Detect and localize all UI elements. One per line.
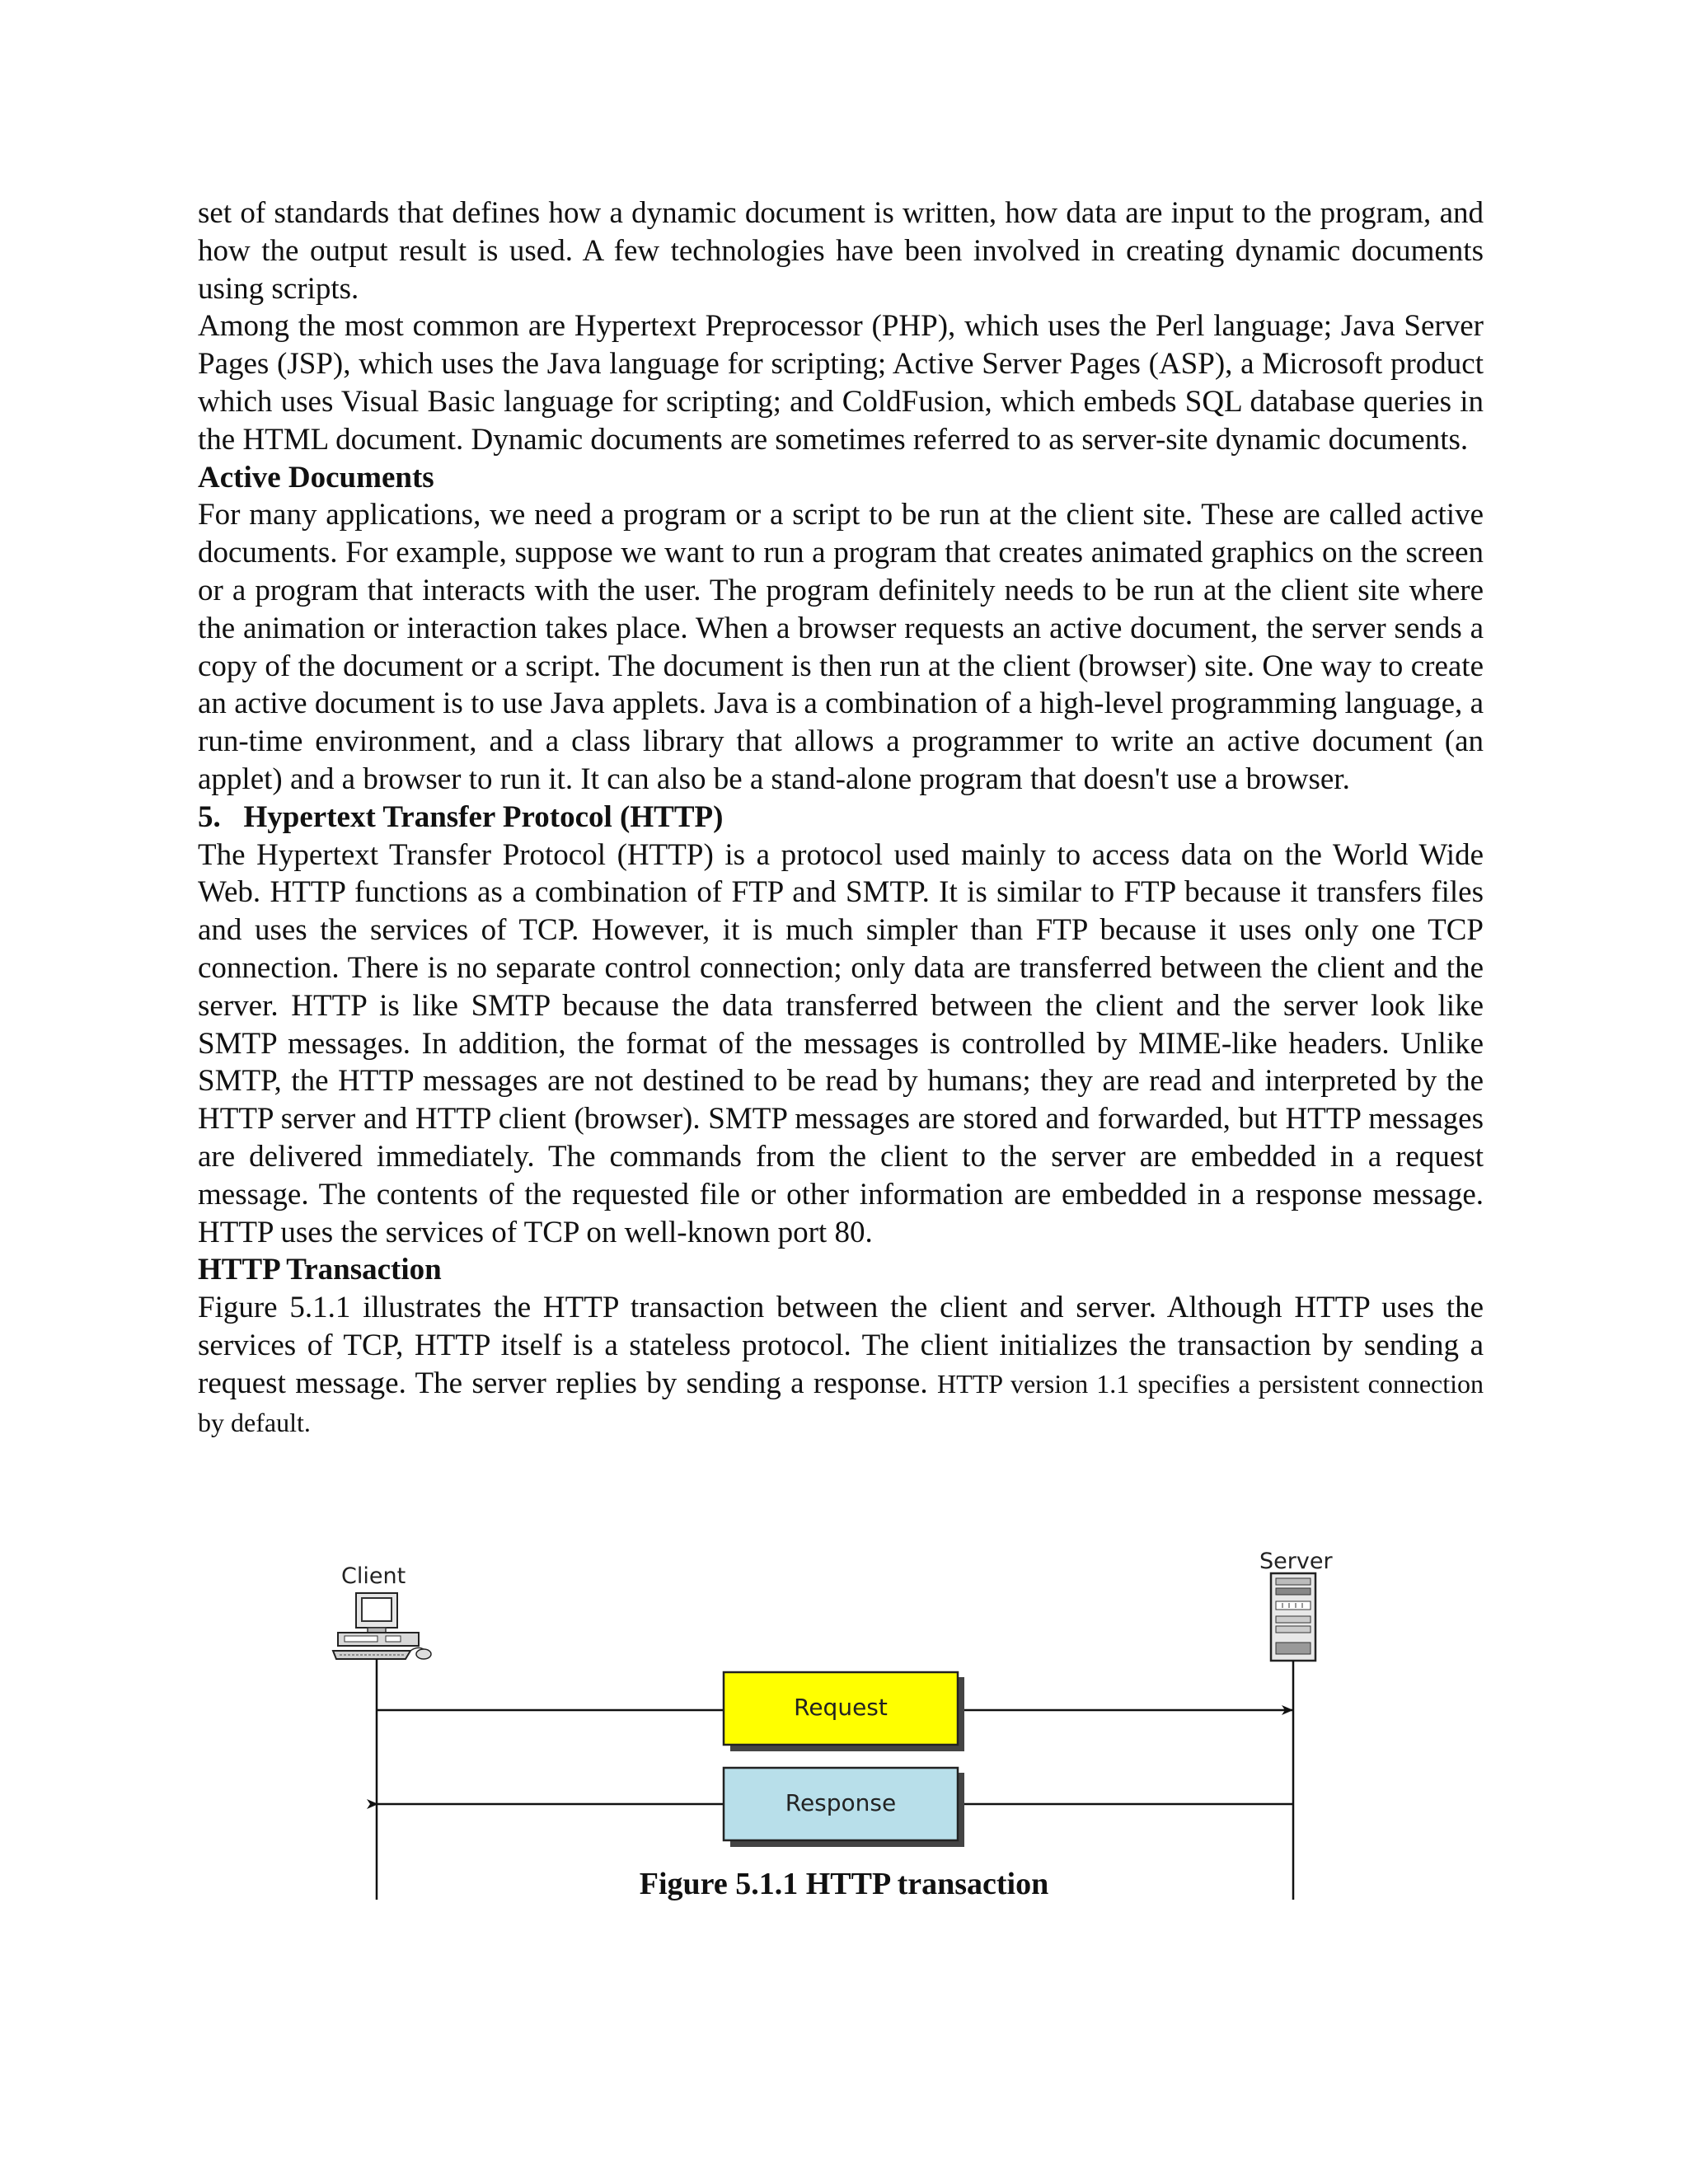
- paragraph-http-transaction-main: Figure 5.1.1 illustrates the HTTP transaction between the client and server. Although HTTP uses the services of TCP, HTTP itself is a stateless protocol. The client initializes the transaction by sending a request message. The server replies by sending a response.: [198, 1291, 1484, 1400]
- heading-http: 5. Hypertext Transfer Protocol (HTTP): [198, 799, 724, 834]
- client-label: Client: [341, 1563, 406, 1589]
- response-label: Response: [785, 1789, 897, 1816]
- paragraph-common-technologies: Among the most common are Hypertext Preprocessor (PHP), which uses the Perl language; Java Server Pages (JSP), which uses the Java language for scripting; Active Server Pages (ASP), a Microsoft product which uses Visual Basic language for scripting; and ColdFusion, which embeds SQL database queries in the HTML document. Dynamic documents are sometimes referred to as server-site dynamic documents.: [198, 309, 1484, 457]
- document-body: [198, 194, 1484, 1441]
- paragraph-http: The Hypertext Transfer Protocol (HTTP) is a protocol used mainly to access data on the World Wide Web. HTTP functions as a combination of FTP and SMTP. It is similar to FTP because it transfers files and uses the services of TCP. However, it is much simpler than FTP because it uses only one TCP connection. There is no separate control connection; only data are transferred between the client and the server. HTTP is like SMTP because the data transferred between the client and the server look like SMTP messages. In addition, the format of the messages is controlled by MIME-like headers. Unlike SMTP, the HTTP messages are not destined to be read by humans; they are read and interpreted by the HTTP server and HTTP client (browser). SMTP messages are stored and forwarded, but HTTP messages are delivered immediately. The commands from the client to the server are embedded in a request message. The contents of the requested file or other information are embedded in a response message. HTTP uses the services of TCP on well-known port 80.: [198, 837, 1484, 1249]
- heading-active-documents: Active Documents: [198, 460, 434, 494]
- client-computer-icon: [333, 1593, 431, 1659]
- paragraph-http-transaction-tail: HTTP version 1.1 specifies a persistent connection by default.: [198, 1368, 1484, 1437]
- paragraph-active-documents: For many applications, we need a program or a script to be run at the client site. These are called active documents. For example, suppose we want to run a program that creates animated graphics on the screen or a program that interacts with the user. The program definitely needs to be run at the client site where the animation or interaction takes place. When a browser requests an active document, the server sends a copy of the document or a script. The document is then run at the client (browser) site. One way to create an active document is to use Java applets. Java is a combination of a high-level programming language, a run-time environment, and a class library that allows a programmer to write an active document (an applet) and a browser to run it. It can also be a stand-alone program that doesn't use a browser.: [198, 498, 1484, 796]
- figure-diagram: [321, 1554, 1352, 1900]
- paragraph-intro: set of standards that defines how a dynamic document is written, how data are input to the program, and how the output result is used. A few technologies have been involved in creating dynamic documents using scripts.: [198, 196, 1484, 306]
- paragraph-http-transaction: [198, 1289, 1484, 1441]
- http-transaction-figure: [321, 1549, 1352, 1900]
- figure-caption: Figure 5.1.1 HTTP transaction: [639, 1867, 1049, 1901]
- request-label: Request: [794, 1694, 888, 1721]
- server-icon: [1271, 1573, 1315, 1661]
- heading-http-transaction: HTTP Transaction: [198, 1253, 442, 1287]
- server-label: Server: [1259, 1549, 1333, 1574]
